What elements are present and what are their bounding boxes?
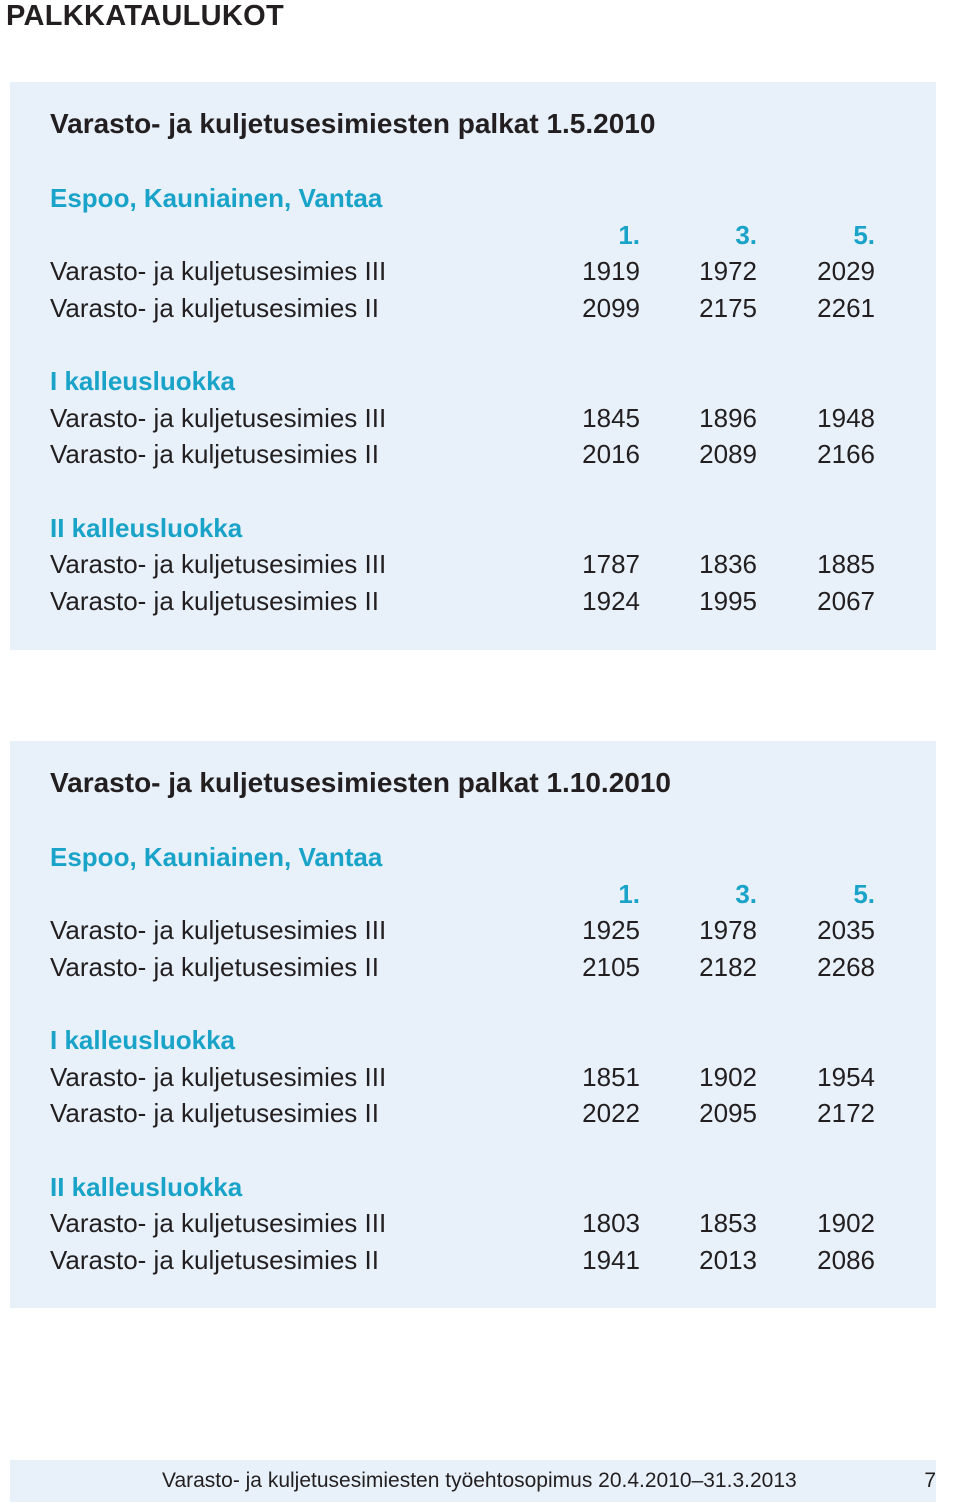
cell-value: 2022	[582, 1098, 640, 1128]
cell-value: 2035	[817, 915, 875, 945]
row-label: Varasto- ja kuljetusesimies III	[50, 1062, 387, 1092]
column-header-5: 5.	[853, 879, 875, 909]
salary-table-panel-1	[10, 82, 936, 650]
row-label: Varasto- ja kuljetusesimies II	[50, 439, 379, 469]
cell-value: 2067	[817, 586, 875, 616]
row-label: Varasto- ja kuljetusesimies II	[50, 952, 379, 982]
cell-value: 2182	[699, 952, 757, 982]
salary-table-panel-2	[10, 741, 936, 1308]
group-heading: II kalleusluokka	[50, 1172, 243, 1202]
cell-value: 1896	[699, 403, 757, 433]
group-heading: I kalleusluokka	[50, 366, 235, 396]
cell-value: 1885	[817, 549, 875, 579]
row-label: Varasto- ja kuljetusesimies II	[50, 293, 379, 323]
row-label: Varasto- ja kuljetusesimies II	[50, 586, 379, 616]
column-header-3: 3.	[735, 879, 757, 909]
cell-value: 1803	[582, 1208, 640, 1238]
cell-value: 1972	[699, 256, 757, 286]
cell-value: 1995	[699, 586, 757, 616]
cell-value: 1845	[582, 403, 640, 433]
cell-value: 1941	[582, 1245, 640, 1275]
row-label: Varasto- ja kuljetusesimies III	[50, 256, 387, 286]
cell-value: 1924	[582, 586, 640, 616]
cell-value: 1919	[582, 256, 640, 286]
column-header-3: 3.	[735, 220, 757, 250]
page-title: PALKKATAULUKOT	[6, 0, 285, 32]
column-header-1: 1.	[618, 879, 640, 909]
region-heading: Espoo, Kauniainen, Vantaa	[50, 183, 383, 213]
cell-value: 2172	[817, 1098, 875, 1128]
cell-value: 2175	[699, 293, 757, 323]
region-heading: Espoo, Kauniainen, Vantaa	[50, 842, 383, 872]
row-label: Varasto- ja kuljetusesimies II	[50, 1098, 379, 1128]
cell-value: 1851	[582, 1062, 640, 1092]
cell-value: 1948	[817, 403, 875, 433]
cell-value: 2099	[582, 293, 640, 323]
cell-value: 2105	[582, 952, 640, 982]
cell-value: 2086	[817, 1245, 875, 1275]
group-heading: I kalleusluokka	[50, 1025, 235, 1055]
page-footer	[10, 1460, 936, 1502]
group-heading: II kalleusluokka	[50, 513, 243, 543]
column-header-5: 5.	[853, 220, 875, 250]
cell-value: 1787	[582, 549, 640, 579]
cell-value: 2095	[699, 1098, 757, 1128]
cell-value: 1978	[699, 915, 757, 945]
cell-value: 2013	[699, 1245, 757, 1275]
cell-value: 1902	[817, 1208, 875, 1238]
row-label: Varasto- ja kuljetusesimies III	[50, 403, 387, 433]
row-label: Varasto- ja kuljetusesimies III	[50, 915, 387, 945]
cell-value: 1836	[699, 549, 757, 579]
column-header-1: 1.	[618, 220, 640, 250]
cell-value: 2016	[582, 439, 640, 469]
cell-value: 1925	[582, 915, 640, 945]
cell-value: 2268	[817, 952, 875, 982]
row-label: Varasto- ja kuljetusesimies III	[50, 549, 387, 579]
table-title: Varasto- ja kuljetusesimiesten palkat 1.10.2010	[50, 767, 672, 798]
page-number: 7	[924, 1469, 936, 1492]
table-title: Varasto- ja kuljetusesimiesten palkat 1.5.2010	[50, 108, 656, 139]
cell-value: 1902	[699, 1062, 757, 1092]
footer-text: Varasto- ja kuljetusesimiesten työehtosopimus 20.4.2010–31.3.2013	[162, 1469, 797, 1492]
cell-value: 1954	[817, 1062, 875, 1092]
row-label: Varasto- ja kuljetusesimies III	[50, 1208, 387, 1238]
cell-value: 2166	[817, 439, 875, 469]
cell-value: 2261	[817, 293, 875, 323]
cell-value: 2089	[699, 439, 757, 469]
row-label: Varasto- ja kuljetusesimies II	[50, 1245, 379, 1275]
cell-value: 1853	[699, 1208, 757, 1238]
cell-value: 2029	[817, 256, 875, 286]
